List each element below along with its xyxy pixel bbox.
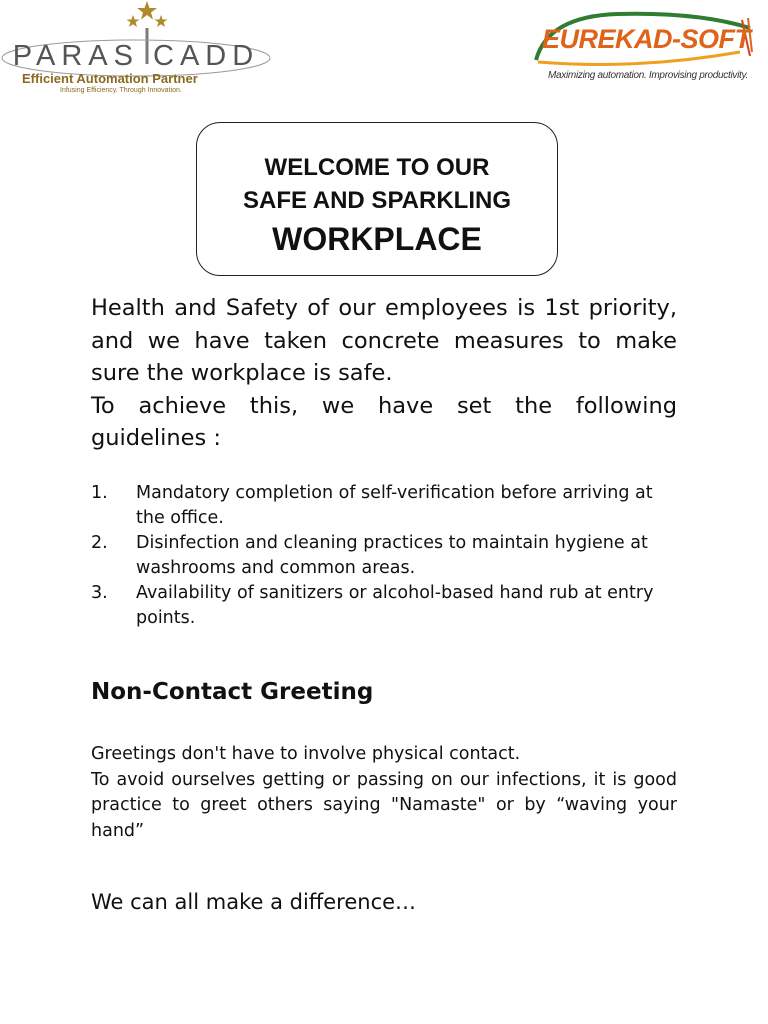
- right-logo-name: EUREKAD-SOFT: [542, 24, 751, 54]
- non-contact-heading: Non-Contact Greeting: [91, 679, 374, 705]
- left-logo-tagline: Efficient Automation Partner: [22, 71, 198, 86]
- welcome-banner: [196, 122, 558, 276]
- list-item-text: Mandatory completion of self-verification before arriving at the office.: [136, 483, 653, 528]
- intro-section: [91, 292, 677, 455]
- welcome-line-1: WELCOME TO OUR: [264, 154, 490, 181]
- welcome-line-2: SAFE AND SPARKLING: [242, 187, 511, 214]
- left-logo-name: PARAS CADD: [12, 40, 260, 72]
- non-contact-paragraph-2: To avoid ourselves getting or passing on our infections, it is good practice to greet others saying "Namaste" or by “waving your hand”: [91, 769, 677, 841]
- right-logo-tagline: Maximizing automation. Improvising productivity.: [548, 70, 748, 81]
- closing-line: We can all make a difference…: [91, 890, 417, 914]
- list-item: [91, 481, 681, 531]
- paras-cadd-logo: [0, 0, 280, 100]
- intro-paragraph-1: Health and Safety of our employees is 1st priority, and we have taken concrete measures to make sure the workplace is safe.: [91, 295, 677, 386]
- left-logo-subtagline: Infusing Efficiency. Through Innovation.: [60, 87, 182, 94]
- intro-paragraph-2: To achieve this, we have set the following guidelines :: [91, 392, 677, 451]
- list-item: [91, 581, 681, 631]
- list-item-text: Availability of sanitizers or alcohol-based hand rub at entry points.: [136, 583, 654, 628]
- welcome-line-3: WORKPLACE: [272, 221, 482, 257]
- non-contact-paragraph-1: Greetings don't have to involve physical contact.: [91, 744, 521, 764]
- list-item-number: 3.: [91, 583, 108, 603]
- list-item-text: Disinfection and cleaning practices to maintain hygiene at washrooms and common areas.: [136, 533, 648, 578]
- non-contact-body: [91, 742, 677, 844]
- eurekad-soft-logo: [528, 8, 760, 90]
- list-item-number: 1.: [91, 483, 108, 503]
- guidelines-list: [91, 481, 681, 631]
- list-item-number: 2.: [91, 533, 108, 553]
- list-item: [91, 531, 681, 581]
